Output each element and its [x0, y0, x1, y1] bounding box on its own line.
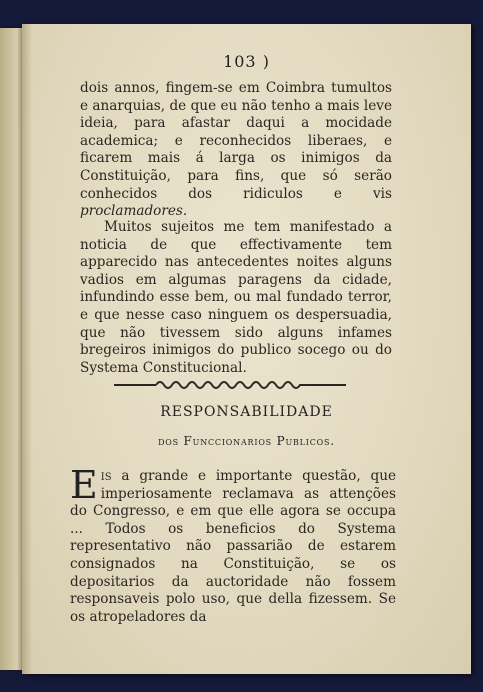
page-number: 103 ) — [223, 52, 270, 71]
paragraph-2 — [80, 219, 392, 377]
paragraph-3 — [70, 463, 396, 626]
ornamental-rule — [114, 379, 346, 391]
section-title: RESPONSABILIDADE — [160, 404, 333, 420]
ornament-bar-left — [114, 384, 156, 386]
paragraph-3-text: a grande e importante questão, que imperiosamente reclamava as attenções do Congresso, e em que elle agora se occupa ... Todos os beneficios do Systema representativo não passarião de estarem consignados na Constituição, se os depositarios da auctoridade não fossem responsaveis polo uso, que della fizessem. Se os atropeladores da — [70, 468, 396, 625]
paragraph-2-text: Muitos sujeitos me tem manifestado a noticia de que effectivamente tem apparecido nas antecedentes noites alguns vadios em algumas paragens da cidade, infundindo esse bem, ou mal fundado terror, e que nesse caso ninguem os despersuadia, que não tivessem sido alguns infames bregeiros inimigos do publico socego ou do Systema Constitucional. — [80, 219, 392, 376]
paragraph-3-lead: is — [100, 468, 112, 484]
page-gutter-shadow — [22, 24, 32, 674]
paragraph-1 — [80, 80, 392, 221]
paragraph-1-text: dois annos, fingem-se em Coimbra tumultos e anarquias, de que eu não tenho a mais leve ideia, para afastar daqui a mocidade academica; e reconhecidos liberaes, e ficarem mais á larga os inimigos da Constituição, para fins, que só serão conhecidos dos ridiculos e vis — [80, 80, 392, 202]
book-page — [22, 24, 471, 674]
paragraph-1-italic: proclamadores. — [80, 203, 188, 220]
section-subtitle: dos Funccionarios Publicos. — [158, 434, 335, 448]
ornament-bar-right — [304, 384, 346, 386]
ornament-wave-icon — [156, 379, 304, 391]
drop-cap: E — [70, 463, 98, 507]
previous-page-edge — [0, 28, 24, 670]
